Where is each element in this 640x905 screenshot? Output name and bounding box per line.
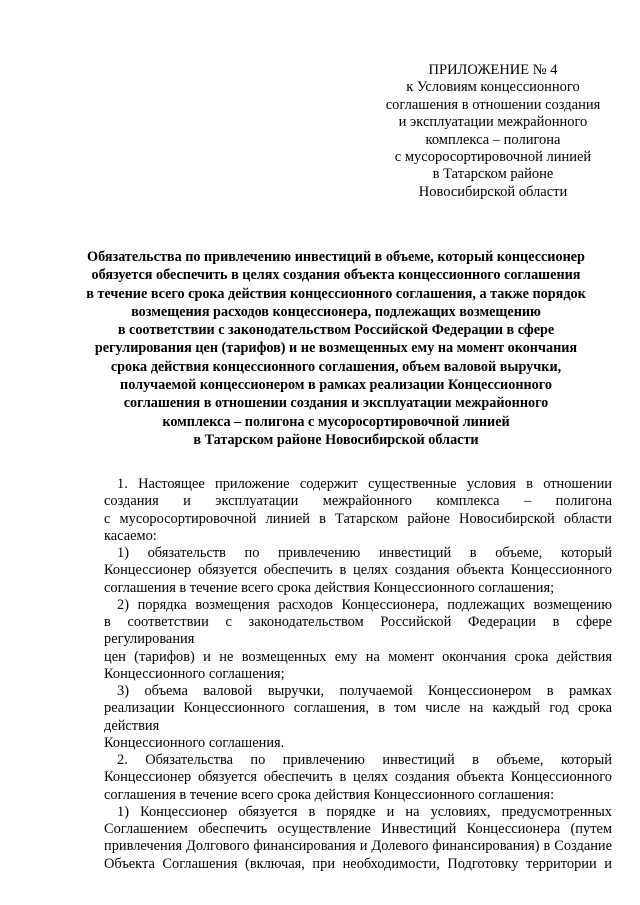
body-line: 1) обязательств по привлечению инвестиций в объеме, который <box>117 545 612 561</box>
annex-line: с мусоросортировочной линией <box>394 149 592 166</box>
title-line: Обязательства по привлечению инвестиций в объеме, который концессионер <box>87 249 585 265</box>
body-line: Концессионер обязуется обеспечить в целях создания объекта Концессионного <box>104 769 612 786</box>
annex-header <box>378 62 608 201</box>
title-line: получаемой концессионером в рамках реализации Концессионного <box>120 377 552 394</box>
body-line: соглашения в течение всего срока действия Концессионного соглашения: <box>104 786 555 803</box>
body-line: соглашения в течение всего срока действия Концессионного соглашения; <box>104 579 555 596</box>
body-line: создания и эксплуатации межрайонного комплекса – полигона <box>104 493 612 510</box>
body-line: Концессионного соглашения. <box>104 734 285 751</box>
body-line: цен (тарифов) и не возмещенных ему на момент окончания срока действия <box>104 648 612 665</box>
body-line: привлечения Долгового финансирования и Долевого финансирования) в Создание <box>104 838 612 855</box>
body-line: Объекта Соглашения (включая, при необходимости, Подготовку территории и <box>104 855 612 872</box>
body-line: 1) Концессионер обязуется в порядке и на условиях, предусмотренных <box>117 803 612 820</box>
body-line: Концессионного соглашения; <box>104 665 285 682</box>
paragraph-2-item-1 <box>104 804 612 873</box>
title-line: регулирования цен (тарифов) и не возмещенных ему на момент окончания <box>94 340 578 357</box>
body-line: 3) объема валовой выручки, получаемой Концессионером в рамках <box>117 683 612 699</box>
annex-line: ПРИЛОЖЕНИЕ № 4 <box>428 62 558 78</box>
paragraph-1-item-3 <box>104 683 612 752</box>
title-line: возмещения расходов концессионера, подлежащих возмещению <box>131 303 541 320</box>
paragraph-1-item-1 <box>104 545 612 597</box>
title-line: комплекса – полигона с мусоросортировочной линией <box>162 413 510 430</box>
title-line: в соответствии с законодательством Российской Федерации в сфере <box>117 322 555 339</box>
body-line: касаемо: <box>104 527 157 544</box>
title-line: соглашения в отношении создания и эксплуатации межрайонного <box>123 395 549 412</box>
annex-line: соглашения в отношении создания <box>385 96 601 113</box>
body-line: 2) порядка возмещения расходов Концессионера, подлежащих возмещению <box>117 596 612 613</box>
paragraph-2 <box>104 752 612 804</box>
body-line: Соглашением обеспечить осуществление Инвестиций Концессионера (путем <box>104 821 612 837</box>
paragraph-1-item-2 <box>104 597 612 683</box>
annex-line: к Условиям концессионного <box>406 79 580 96</box>
annex-line: Новосибирской области <box>418 183 568 200</box>
document-body <box>104 476 612 873</box>
annex-line: в Татарском районе <box>432 166 554 183</box>
body-line: в соответствии с законодательством Российской Федерации в сфере регулирования <box>104 614 612 648</box>
body-line: Концессионер обязуется обеспечить в целях создания объекта Концессионного <box>104 562 612 579</box>
title-line: срока действия концессионного соглашения, объем валовой выручки, <box>110 358 562 375</box>
body-line: 2. Обязательства по привлечению инвестиций в объеме, который <box>117 752 612 768</box>
annex-line: и эксплуатации межрайонного <box>398 114 588 131</box>
annex-line: комплекса – полигона <box>425 131 561 148</box>
body-line: с мусоросортировочной линией в Татарском районе Новосибирской области <box>104 510 612 527</box>
body-line: 1. Настоящее приложение содержит существенные условия в отношении <box>117 476 612 492</box>
title-line: в Татарском районе Новосибирской области <box>193 431 479 448</box>
title-line: обязуется обеспечить в целях создания объекта концессионного соглашения <box>91 267 581 284</box>
title-line: в течение всего срока действия концессионного соглашения, а также порядок <box>86 285 586 302</box>
paragraph-1 <box>104 476 612 545</box>
body-line: реализации Концессионного соглашения, в том числе на каждый год срока действия <box>104 700 612 734</box>
document-title <box>60 248 612 449</box>
